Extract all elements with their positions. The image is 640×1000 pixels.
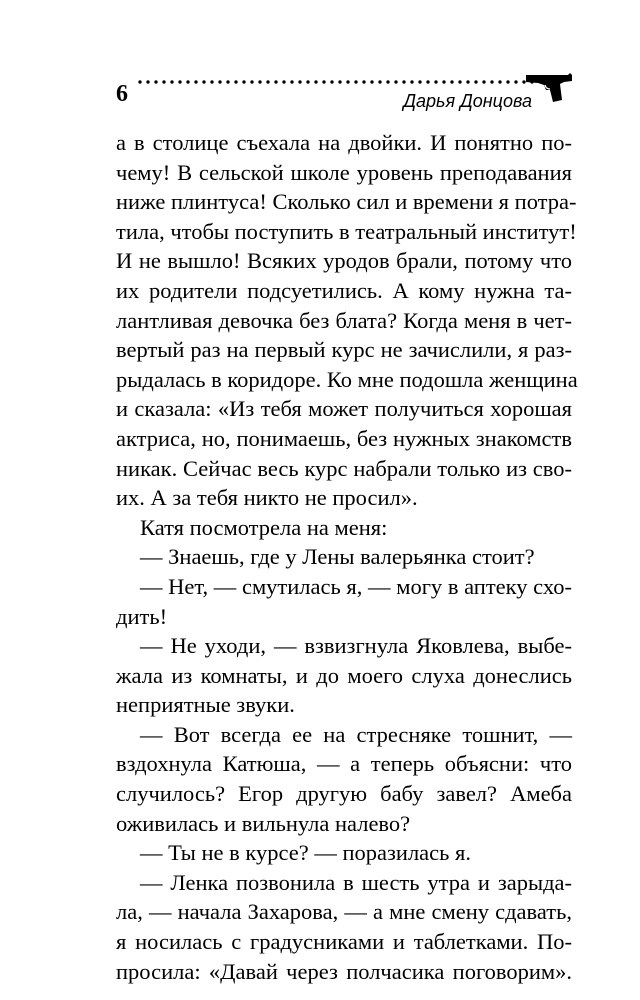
dotted-rule [136,80,534,84]
text-line: жала из комнаты, и до моего слуха донеслись [116,662,572,688]
text-line: — Вот всегда ее на стресняке тошнит, — [140,721,572,747]
page-number: 6 [116,81,128,107]
text-line: актриса, но, понимаешь, без нужных знакомств [116,425,572,451]
text-line: вздохнула Катюша, — а теперь объясни: что [116,751,572,777]
text-line: дить! [116,603,168,629]
text-line: а в столице съехала на двойки. И понятно по- [116,130,572,155]
body-text [116,128,578,986]
text-line: просила: «Давай через полчасика поговорим». [116,958,572,984]
text-line: тила, чтобы поступить в театральный институт! [116,218,577,244]
text-line: — Не уходи, — взвизгнула Яковлева, выбе- [140,633,572,659]
text-line: я носилась с градусниками и таблетками. По- [116,929,572,955]
text-line: их. А за тебя никто не просил». [116,485,418,511]
text-line: неприятные звуки. [116,692,295,718]
text-line: рыдалась в коридоре. Ко мне подошла женщина [116,366,578,392]
pistol-icon [524,72,574,104]
text-line: И не вышло! Всяких уродов брали, потому что [116,248,572,274]
text-line: ниже плинтуса! Сколько сил и времени я потра- [116,189,577,215]
text-line: чему! В сельской школе уровень преподавания [116,159,572,185]
text-line: и сказала: «Из тебя может получиться хорошая [116,396,572,422]
text-line: их родители подсуетились. А кому нужна та- [116,277,572,303]
text-line: — Ленка позвонила в шесть утра и зарыда- [140,869,572,895]
author-name: Дарья Донцова [403,91,532,111]
text-line: ла, — начала Захарова, — а мне смену сдавать, [116,899,572,925]
text-line: — Знаешь, где у Лены валерьянка стоит? [140,544,535,570]
text-line: оживилась и вильнула налево? [116,810,411,836]
text-line: — Нет, — смутилась я, — могу в аптеку схо- [140,573,572,599]
text-line: никак. Сейчас весь курс набрали только из сво- [116,455,572,481]
page-header [116,72,572,132]
text-line: вертый раз на первый курс не зачислили, я раз- [116,337,572,363]
text-line: — Ты не в курсе? — поразилась я. [140,840,472,866]
text-line: Катя посмотрела на меня: [140,514,388,540]
text-line: лантливая девочка без блата? Когда меня в чет- [116,307,572,333]
text-line: случилось? Егор другую бабу завел? Амеба [116,781,572,807]
